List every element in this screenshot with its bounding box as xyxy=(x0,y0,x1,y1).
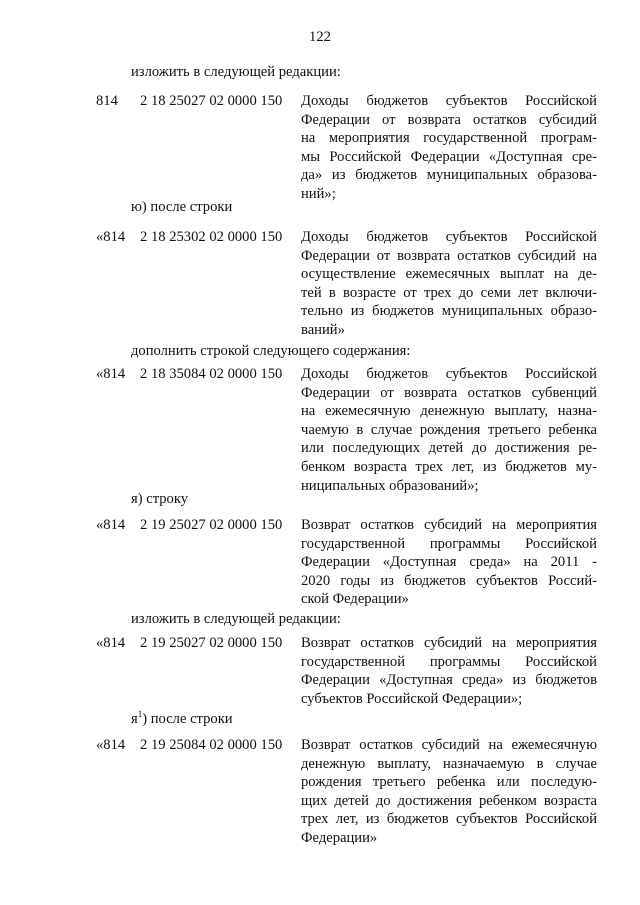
description-line: щих детей до достижения ребенком возраста xyxy=(301,792,597,809)
instruction-letter: я xyxy=(131,711,138,727)
budget-code: 2 19 25027 02 0000 150 xyxy=(140,517,283,533)
admin-code: «814 xyxy=(96,517,126,533)
description-line: государственной программы Российской xyxy=(301,535,597,552)
budget-code: 2 18 25302 02 0000 150 xyxy=(140,229,283,245)
row-description xyxy=(301,736,597,848)
instruction: я) строку xyxy=(131,491,189,507)
description-line: Доходы бюджетов субъектов Российской xyxy=(301,229,597,245)
description-line: Федерации от возврата остатков субсидий xyxy=(301,111,597,128)
budget-code: 2 18 35084 02 0000 150 xyxy=(140,366,283,382)
budget-code: 2 18 25027 02 0000 150 xyxy=(140,93,283,109)
budget-code: 2 19 25084 02 0000 150 xyxy=(140,737,283,753)
row-description xyxy=(301,365,597,495)
description-line: тельно из бюджетов муниципальных образо- xyxy=(301,303,597,320)
description-line: Возврат остатков субсидий на мероприятия xyxy=(301,635,597,651)
admin-code: «814 xyxy=(96,737,126,753)
instruction: дополнить строкой следующего содержания: xyxy=(131,343,411,359)
description-line: на ежемесячную денежную выплату, назна- xyxy=(301,403,597,420)
description-line: ваний» xyxy=(301,321,345,338)
description-line: 2020 годы из бюджетов субъектов Россий- xyxy=(301,572,597,589)
row-description xyxy=(301,516,597,609)
description-line: Федерации от возврата остатков субсидий на xyxy=(301,247,597,264)
description-line: да» из бюджетов муниципальных образова- xyxy=(301,167,597,184)
description-line: государственной программы Российской xyxy=(301,653,597,670)
admin-code: «814 xyxy=(96,635,126,651)
description-line: рождения третьего ребенка или последую- xyxy=(301,774,597,791)
admin-code: «814 xyxy=(96,366,126,382)
instruction-text: ) после строки xyxy=(142,711,233,727)
row-description xyxy=(301,228,597,340)
description-line: на мероприятия государственной програм- xyxy=(301,130,597,147)
description-line: трех лет, из бюджетов субъектов Российской xyxy=(301,811,597,828)
description-line: Федерации «Доступная среда» на 2011 - xyxy=(301,554,597,571)
description-line: Возврат остатков субсидий на мероприятия xyxy=(301,517,597,533)
description-line: денежную выплату, назначаемую в случае xyxy=(301,755,597,772)
description-line: чаемую в случае рождения третьего ребенка xyxy=(301,421,597,438)
description-line: Федерации «Доступная среда» из бюджетов xyxy=(301,672,597,689)
instruction: изложить в следующей редакции: xyxy=(131,64,341,80)
description-line: мы Российской Федерации «Доступная сре- xyxy=(301,148,597,165)
description-line: Федерации» xyxy=(301,829,378,846)
description-line: ниципальных образований»; xyxy=(301,477,479,494)
page-number: 122 xyxy=(309,29,331,45)
row-description xyxy=(301,92,597,204)
instruction xyxy=(131,709,233,729)
description-line: Федерации от возврата остатков субвенций xyxy=(301,384,597,401)
admin-code: «814 xyxy=(96,229,126,245)
description-line: Доходы бюджетов субъектов Российской xyxy=(301,93,597,109)
admin-code: 814 xyxy=(96,93,118,109)
description-line: Доходы бюджетов субъектов Российской xyxy=(301,366,597,382)
description-line: или последующих детей до достижения ре- xyxy=(301,440,597,457)
row-description xyxy=(301,634,597,708)
description-line: субъектов Российской Федерации»; xyxy=(301,690,523,707)
budget-code: 2 19 25027 02 0000 150 xyxy=(140,635,283,651)
description-line: бенком возраста трех лет, из бюджетов му- xyxy=(301,458,597,475)
instruction: ю) после строки xyxy=(131,199,233,215)
superscript: 1 xyxy=(137,709,143,720)
description-line: ской Федерации» xyxy=(301,591,409,608)
description-line: Возврат остатков субсидий на ежемесячную xyxy=(301,737,597,753)
description-line: ний»; xyxy=(301,185,336,202)
instruction: изложить в следующей редакции: xyxy=(131,611,341,627)
description-line: осуществление ежемесячных выплат на де- xyxy=(301,266,597,283)
description-line: тей в возрасте от трех до семи лет включи- xyxy=(301,284,597,301)
